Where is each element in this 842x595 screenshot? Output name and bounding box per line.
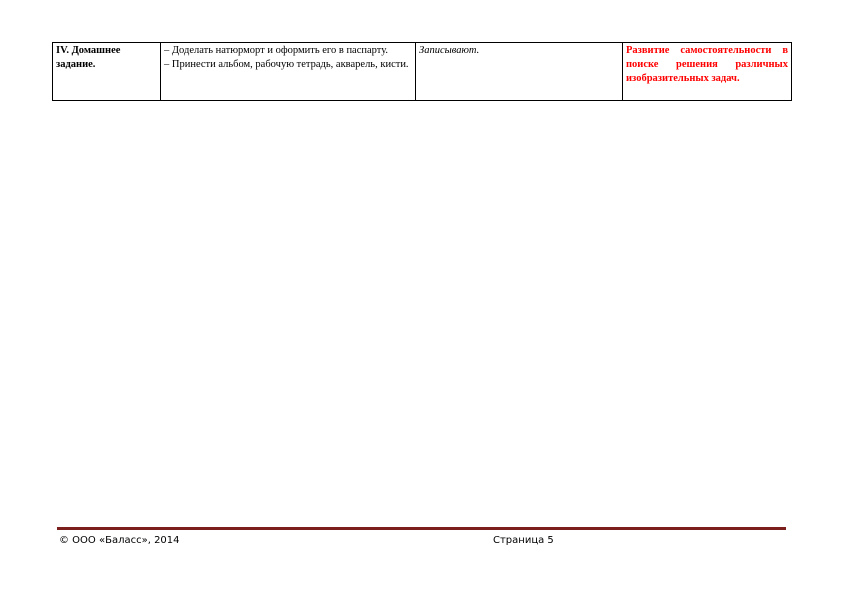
lesson-plan-table <box>52 42 792 101</box>
stage-number: IV. <box>56 45 69 56</box>
teacher-activity-cell <box>161 43 416 101</box>
footer-copyright: © ООО «Баласс», 2014 <box>59 535 180 546</box>
outcome-cell: Развитие самостоятельности в поиске решения различных изобразительных задач. <box>623 43 792 101</box>
stage-cell <box>53 43 161 101</box>
stage-name: Домашнее задание. <box>56 45 121 70</box>
footer-divider <box>57 527 786 530</box>
student-activity-cell: Записывают. <box>416 43 623 101</box>
teacher-line: – Принести альбом, рабочую тетрадь, акварель, кисти. <box>164 59 409 70</box>
footer-page-number: Страница 5 <box>493 535 554 546</box>
teacher-line: – Доделать натюрморт и оформить его в паспарту. <box>164 45 389 56</box>
table-row <box>53 43 792 101</box>
